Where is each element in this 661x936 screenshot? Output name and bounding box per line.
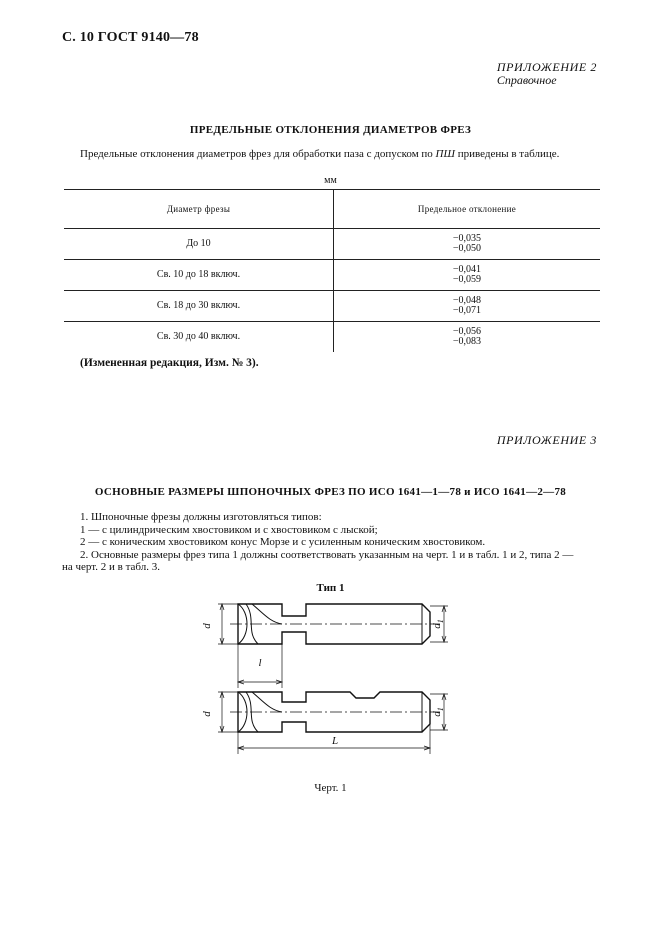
figure-title: Тип 1 — [316, 582, 345, 594]
table-unit: мм — [324, 175, 337, 186]
label-d: d — [201, 711, 213, 717]
table-row — [64, 260, 600, 291]
intro-text-2: приведены в таблице. — [454, 148, 560, 160]
cell-range: Св. 10 до 18 включ. — [64, 260, 334, 291]
appendix-2-title: ПРИЛОЖЕНИЕ 2 — [496, 60, 597, 74]
column-header-diameter: Диаметр фрезы — [64, 190, 334, 229]
appendix-2-label — [497, 61, 597, 87]
body-line: 1 — с цилиндрическим хвостовиком и с хвостовиком с лыской; — [80, 523, 378, 536]
cutter-lower — [230, 692, 440, 732]
page-header: С. 10 ГОСТ 9140—78 — [62, 30, 199, 45]
deviation-upper: −0,056 — [452, 326, 482, 337]
table-row — [64, 322, 600, 353]
label-d1: $d_1$ — [431, 707, 445, 717]
dim-L — [238, 724, 430, 754]
column-header-deviation: Предельное отклонение — [334, 190, 601, 229]
deviation-lower: −0,059 — [452, 274, 482, 285]
body-line: на черт. 2 и в табл. 3. — [62, 561, 160, 574]
figure-caption: Черт. 1 — [314, 782, 347, 794]
section-title-dimensions: ОСНОВНЫЕ РАЗМЕРЫ ШПОНОЧНЫХ ФРЕЗ ПО ИСО 1641—1—78 и ИСО 1641—2—78 — [94, 486, 567, 498]
intro-text-1: Предельные отклонения диаметров фрез для обработки паза с допуском по — [80, 148, 436, 160]
tolerances-intro — [80, 148, 559, 160]
deviation-lower: −0,083 — [452, 336, 482, 347]
deviation-upper: −0,035 — [452, 233, 482, 244]
body-line: 1. Шпоночные фрезы должны изготовляться типов: — [80, 511, 322, 523]
appendix-3-label: ПРИЛОЖЕНИЕ 3 — [496, 433, 597, 447]
section-title-tolerances: ПРЕДЕЛЬНЫЕ ОТКЛОНЕНИЯ ДИАМЕТРОВ ФРЕЗ — [189, 124, 472, 136]
appendix-3-body — [62, 511, 602, 574]
cell-deviation — [334, 229, 601, 260]
dim-d1-lower — [430, 694, 448, 730]
cell-range: Св. 30 до 40 включ. — [64, 322, 334, 353]
deviation-upper: −0,041 — [452, 264, 482, 275]
dim-l — [238, 644, 282, 688]
label-d1: $d_1$ — [431, 619, 445, 629]
tolerance-table — [64, 189, 600, 352]
amendment-note: (Измененная редакция, Изм. № 3). — [80, 357, 259, 369]
cell-deviation — [334, 291, 601, 322]
table-header-row — [64, 190, 600, 229]
label-l: l — [258, 657, 262, 669]
cutter-drawing — [190, 596, 460, 771]
cutter-upper — [230, 604, 440, 644]
label-L: L — [331, 735, 339, 747]
body-line: 2. Основные размеры фрез типа 1 должны соответствовать указанным на черт. 1 и в табл. 1 и 2, типа 2 — — [80, 548, 574, 561]
deviation-lower: −0,071 — [452, 305, 482, 316]
cell-range: До 10 — [64, 229, 334, 260]
table-row — [64, 229, 600, 260]
cell-deviation — [334, 260, 601, 291]
cell-range: Св. 18 до 30 включ. — [64, 291, 334, 322]
appendix-2-subtitle: Справочное — [496, 73, 557, 87]
table-row — [64, 291, 600, 322]
deviation-upper: −0,048 — [452, 295, 482, 306]
intro-tolerance-code: ПШ — [435, 148, 455, 160]
deviation-lower: −0,050 — [452, 243, 482, 254]
label-d: d — [201, 623, 213, 629]
cell-deviation — [334, 322, 601, 353]
dim-d1-upper — [430, 606, 448, 642]
body-line: 2 — с коническим хвостовиком конус Морзе и с усиленным коническим хвостовиком. — [80, 536, 486, 549]
